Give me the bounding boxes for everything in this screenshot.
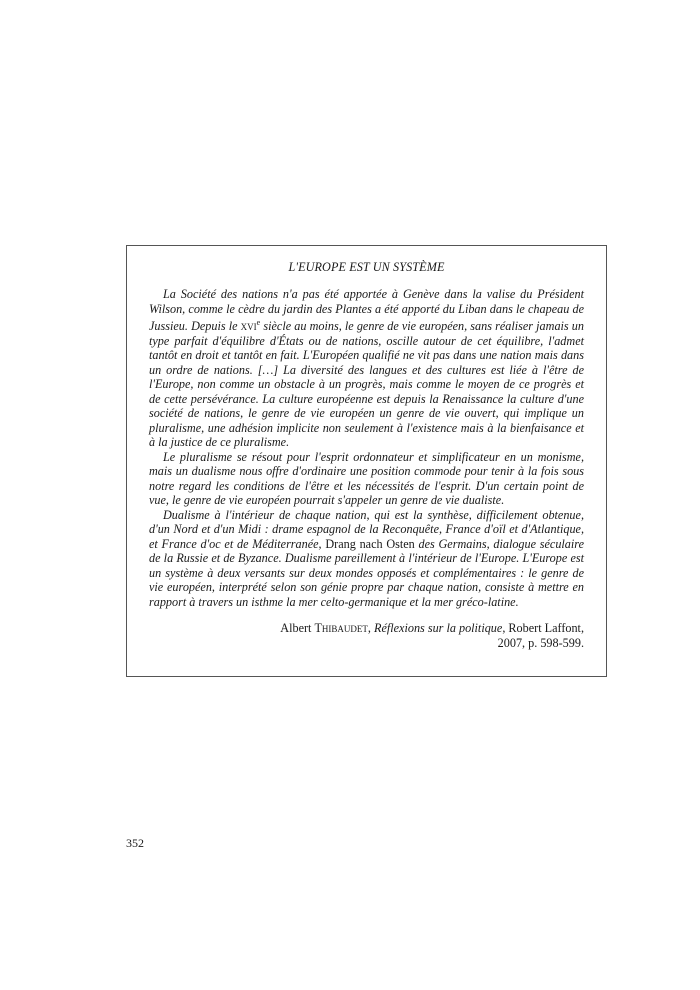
century-superscript: e [256,318,261,327]
paragraph-1-start: La Société des nations n'a pas été apportée à Genève dans la valise du Président Wilson, comme le cèdre du jardin des Plantes a été apporté du Liban dans le chapeau de Jussieu. Depuis le [149,287,584,334]
work-title: Réflexions sur la politique [374,621,503,636]
author-last-name: Thibaudet [314,621,368,636]
german-phrase: Drang nach Osten [325,536,415,551]
paragraph-3 [149,508,584,610]
publisher: , Robert Laffont, [502,621,584,636]
citation-separator: , [367,621,375,636]
year-pages: 2007, p. 598-599. [497,635,584,650]
box-title: L'EUROPE EST UN SYSTÈME [288,260,445,274]
paragraph-1 [149,287,584,450]
paragraph-3-end: des Germains, dialogue séculaire de la Russie et de Byzance. Dualisme pareillement à l'intérieur de l'Europe. L'Europe est un système à deux versants sur deux mondes opposés et complémentaires : le genre de vie européen, interprété selon son génie propre par chaque nation, consiste à mettre en rapport à travers un isthme la mer celto-germanique et la mer gréco-latine. [149,536,584,609]
author-first-name: Albert [280,621,315,636]
paragraph-1-end: siècle au moins, le genre de vie européen, sans réaliser jamais un type parfait d'équilibre d'États ou de nations, oscille autour de cet équilibre, l'admet tantôt en droit et tantôt en fait. L'Européen qualifié ne vit pas dans une nation mais dans un ordre de nations. […] La diversité des langues et des cultures est liée à l'être de l'Europe, non comme un obstacle à un progrès, mais comme le moyen de ce progrès et de cette persévérance. La culture européenne est depuis la Renaissance la culture d'une société de nations, le genre de vie européen un genre de vie ouvert, qui implique un pluralisme, une adhésion implicite non seulement à l'existence mais à la bienfaisance et à la justice de ce pluralisme. [149,319,584,450]
page-number: 352 [126,836,144,850]
paragraph-3-start: Dualisme à l'intérieur de chaque nation, qui est la synthèse, difficilement obtenue, d'un Nord et d'un Midi : drame espagnol de la Reconquête, France d'oïl et d'Atlantique, et France d'oc et de Méditerranée, [149,507,584,551]
paragraph-2: Le pluralisme se résout pour l'esprit ordonnateur et simplificateur en un monisme, mais un dualisme nous offre d'ordinaire une position commode pour tenir à la fois sous notre regard les conditions de l'être et les nécessités de l'esprit. D'un certain point de vue, le genre de vie européen pourrait s'appeler un genre de vie dualiste. [149,449,584,508]
century-numeral: xvi [240,319,257,334]
citation [149,621,584,650]
quotation-box [126,245,607,677]
